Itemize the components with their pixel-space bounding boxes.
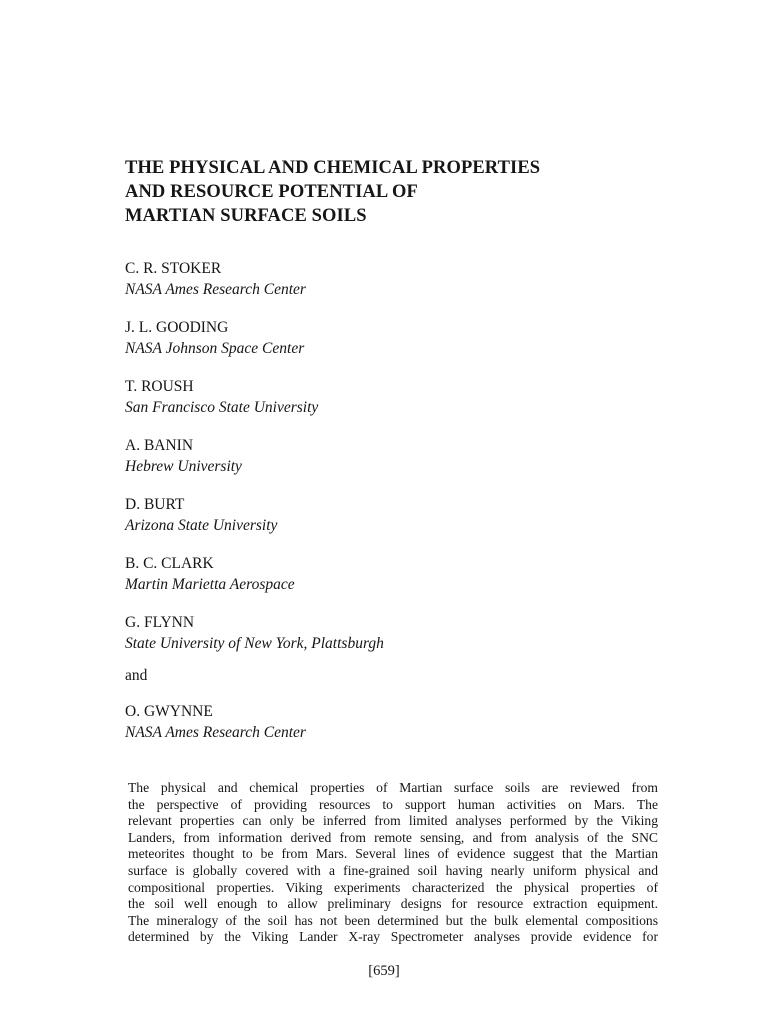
author-affiliation: Hebrew University: [125, 458, 242, 475]
author-name: C. R. STOKER: [125, 260, 222, 277]
author-block: [125, 317, 685, 359]
title-line-2: AND RESOURCE POTENTIAL OF: [125, 182, 418, 202]
author-name: D. BURT: [125, 496, 185, 513]
author-affiliation: State University of New York, Plattsburgh: [125, 635, 384, 652]
abstract-line: compositional properties. Viking experiments characterized the physical properties of: [128, 879, 658, 895]
author-affiliation: Arizona State University: [125, 517, 278, 534]
abstract: [128, 780, 658, 946]
author-name: G. FLYNN: [125, 614, 195, 631]
paper-title: [125, 156, 685, 228]
abstract-line: The mineralogy of the soil has not been determined but the bulk elemental compositions: [128, 912, 658, 928]
abstract-line: the perspective of providing resources to support human activities on Mars. The: [128, 796, 658, 812]
author-name: T. ROUSH: [125, 378, 194, 395]
author-affiliation: NASA Ames Research Center: [125, 724, 306, 741]
author-name: O. GWYNNE: [125, 703, 213, 720]
title-line-3: MARTIAN SURFACE SOILS: [125, 206, 367, 226]
author-conjunction: and: [125, 667, 148, 684]
title-line-1: THE PHYSICAL AND CHEMICAL PROPERTIES: [125, 158, 541, 178]
author-block: [125, 701, 685, 743]
abstract-line: the soil well enough to allow preliminary designs for resource extraction equipment.: [128, 896, 658, 912]
author-list: [125, 258, 685, 760]
author-affiliation: NASA Ames Research Center: [125, 281, 306, 298]
author-name: A. BANIN: [125, 437, 194, 454]
author-affiliation: San Francisco State University: [125, 399, 319, 416]
author-block: [125, 494, 685, 536]
abstract-line: meteorites thought to be from Mars. Several lines of evidence suggest that the Martian: [128, 846, 658, 862]
abstract-line: surface is globally covered with a fine-grained soil having nearly uniform physical and: [128, 862, 658, 878]
abstract-line: relevant properties can only be inferred from limited analyses performed by the Viking: [128, 813, 658, 829]
author-block: [125, 435, 685, 477]
author-affiliation: Martin Marietta Aerospace: [125, 576, 295, 593]
author-name: J. L. GOODING: [125, 319, 229, 336]
author-block: [125, 258, 685, 300]
page-number: [659]: [368, 963, 400, 979]
author-affiliation: NASA Johnson Space Center: [125, 340, 305, 357]
abstract-line: determined by the Viking Lander X-ray Spectrometer analyses provide evidence for: [128, 929, 658, 945]
author-name: B. C. CLARK: [125, 555, 214, 572]
abstract-line: Landers, from information derived from remote sensing, and from analysis of the SNC: [128, 829, 658, 845]
author-block: [125, 612, 685, 654]
author-block: [125, 376, 685, 418]
abstract-line: The physical and chemical properties of Martian surface soils are reviewed from: [128, 780, 658, 795]
author-block: [125, 553, 685, 595]
